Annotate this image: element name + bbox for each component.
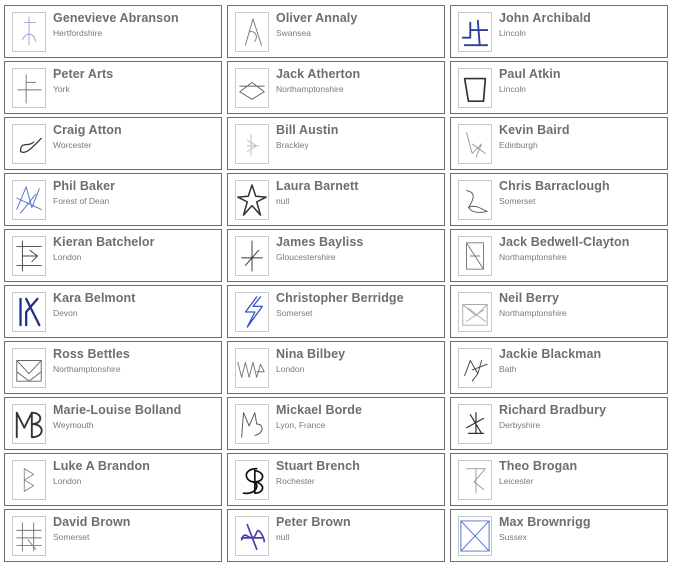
person-location: Somerset (276, 308, 313, 318)
person-card[interactable] (4, 397, 222, 450)
signature-thumbnail (12, 460, 46, 500)
signature-thumbnail (458, 68, 492, 108)
signature-abstract-icon (236, 237, 268, 275)
signature-thumbnail (12, 124, 46, 164)
person-location: Somerset (53, 532, 90, 542)
person-card[interactable] (227, 61, 445, 114)
signature-thumbnail (12, 516, 46, 556)
person-name: Kara Belmont (53, 291, 136, 305)
signature-abstract-icon (459, 349, 491, 387)
signature-thumbnail (235, 348, 269, 388)
person-card[interactable] (227, 285, 445, 338)
signature-thumbnail (12, 404, 46, 444)
signature-thumbnail (12, 68, 46, 108)
person-name: Ross Bettles (53, 347, 130, 361)
person-name: Bill Austin (276, 123, 339, 137)
signature-thumbnail (458, 292, 492, 332)
signature-thumbnail (235, 124, 269, 164)
signature-abstract-icon (459, 125, 491, 163)
signature-thumbnail (12, 348, 46, 388)
person-name: Christopher Berridge (276, 291, 404, 305)
signature-thumbnail (458, 180, 492, 220)
person-location: York (53, 84, 70, 94)
signature-thumbnail (235, 68, 269, 108)
person-card[interactable] (450, 397, 668, 450)
signature-abstract-icon (459, 69, 491, 107)
signature-abstract-icon (13, 461, 45, 499)
person-location: Lincoln (499, 84, 526, 94)
signature-thumbnail (458, 404, 492, 444)
person-location: Hertfordshire (53, 28, 103, 38)
person-name: Oliver Annaly (276, 11, 358, 25)
signature-abstract-icon (459, 461, 491, 499)
person-location: London (53, 252, 82, 262)
person-card[interactable] (450, 453, 668, 506)
person-name: Peter Arts (53, 67, 114, 81)
signature-abstract-icon (236, 69, 268, 107)
person-name: Paul Atkin (499, 67, 561, 81)
person-card[interactable] (450, 61, 668, 114)
person-location: Northamptonshire (276, 84, 344, 94)
person-name: Peter Brown (276, 515, 351, 529)
person-name: Jackie Blackman (499, 347, 602, 361)
signature-mb-icon (13, 405, 45, 443)
person-card[interactable] (4, 341, 222, 394)
person-card[interactable] (450, 173, 668, 226)
person-name: Marie-Louise Bolland (53, 403, 182, 417)
signature-thumbnail (235, 292, 269, 332)
signature-abstract-icon (236, 125, 268, 163)
person-card[interactable] (450, 117, 668, 170)
signature-abstract-icon (459, 237, 491, 275)
signature-thumbnail (12, 180, 46, 220)
person-card[interactable] (450, 229, 668, 282)
person-card[interactable] (4, 285, 222, 338)
person-location: Worcester (53, 140, 92, 150)
signature-abstract-icon (13, 125, 45, 163)
signature-abstract-icon (459, 293, 491, 331)
signature-thumbnail (235, 180, 269, 220)
signature-thumbnail (458, 348, 492, 388)
signature-thumbnail (458, 516, 492, 556)
person-name: Chris Barraclough (499, 179, 610, 193)
person-location: Swansea (276, 28, 311, 38)
signature-thumbnail (12, 236, 46, 276)
person-location: Derbyshire (499, 420, 541, 430)
person-name: Laura Barnett (276, 179, 359, 193)
signature-abstract-icon (13, 517, 45, 555)
person-location: null (276, 532, 290, 542)
signature-abstract-icon (459, 181, 491, 219)
signature-thumbnail (458, 12, 492, 52)
person-name: Craig Atton (53, 123, 122, 137)
signature-lightning-icon (236, 293, 268, 331)
signature-abstract-icon (236, 13, 268, 51)
person-card[interactable] (4, 61, 222, 114)
person-location: Northamptonshire (499, 308, 567, 318)
person-name: Kevin Baird (499, 123, 570, 137)
person-card[interactable] (4, 5, 222, 58)
person-card[interactable] (227, 5, 445, 58)
person-name: Nina Bilbey (276, 347, 346, 361)
person-location: null (276, 196, 290, 206)
person-location: London (276, 364, 305, 374)
person-card[interactable] (227, 117, 445, 170)
signature-abstract-icon (459, 405, 491, 443)
person-card[interactable] (4, 173, 222, 226)
person-location: Leicester (499, 476, 534, 486)
person-card[interactable] (450, 509, 668, 562)
person-card[interactable] (4, 117, 222, 170)
signature-thumbnail (235, 12, 269, 52)
person-location: London (53, 476, 82, 486)
signature-abstract-icon (236, 349, 268, 387)
person-name: Jack Bedwell-Clayton (499, 235, 630, 249)
person-name: Mickael Borde (276, 403, 363, 417)
person-location: Lyon, France (276, 420, 326, 430)
signature-thumbnail (235, 236, 269, 276)
person-location: Northamptonshire (53, 364, 121, 374)
person-card[interactable] (227, 509, 445, 562)
person-name: Stuart Brench (276, 459, 360, 473)
person-name: David Brown (53, 515, 131, 529)
person-name: Luke A Brandon (53, 459, 151, 473)
signature-abstract-icon (13, 13, 45, 51)
person-name: Theo Brogan (499, 459, 578, 473)
person-location: Edinburgh (499, 140, 538, 150)
signature-thumbnail (458, 124, 492, 164)
person-name: James Bayliss (276, 235, 364, 249)
person-card[interactable] (227, 229, 445, 282)
signature-abstract-icon (13, 181, 45, 219)
person-location: Northamptonshire (499, 252, 567, 262)
signature-thumbnail (235, 404, 269, 444)
signature-sb-icon (236, 461, 268, 499)
person-card[interactable] (4, 509, 222, 562)
person-location: Sussex (499, 532, 527, 542)
signature-thumbnail (458, 460, 492, 500)
signature-thumbnail (12, 12, 46, 52)
person-name: Kieran Batchelor (53, 235, 155, 249)
person-card[interactable] (4, 453, 222, 506)
person-card[interactable] (450, 285, 668, 338)
signature-abstract-icon (459, 13, 491, 51)
signature-envelope-icon (13, 349, 45, 387)
signature-abstract-icon (13, 237, 45, 275)
person-card[interactable] (227, 453, 445, 506)
people-card-grid (4, 5, 668, 562)
person-name: Richard Bradbury (499, 403, 607, 417)
signature-abstract-icon (13, 69, 45, 107)
signature-ik-icon (13, 293, 45, 331)
person-name: Jack Atherton (276, 67, 361, 81)
person-location: Weymouth (53, 420, 94, 430)
person-name: Max Brownrigg (499, 515, 591, 529)
signature-thumbnail (458, 236, 492, 276)
person-location: Gloucestershire (276, 252, 336, 262)
signature-mb-icon (236, 405, 268, 443)
person-location: Bath (499, 364, 517, 374)
person-card[interactable] (227, 173, 445, 226)
person-card[interactable] (450, 5, 668, 58)
person-card[interactable] (227, 341, 445, 394)
person-location: Brackley (276, 140, 309, 150)
person-location: Somerset (499, 196, 536, 206)
person-location: Lincoln (499, 28, 526, 38)
signature-thumbnail (12, 292, 46, 332)
person-card[interactable] (450, 341, 668, 394)
person-location: Rochester (276, 476, 315, 486)
signature-abstract-icon (459, 517, 491, 555)
signature-abstract-icon (236, 517, 268, 555)
person-name: Genevieve Abranson (53, 11, 179, 25)
person-name: Neil Berry (499, 291, 560, 305)
signature-thumbnail (235, 516, 269, 556)
person-card[interactable] (227, 397, 445, 450)
person-card[interactable] (4, 229, 222, 282)
person-location: Forest of Dean (53, 196, 110, 206)
signature-thumbnail (235, 460, 269, 500)
person-name: John Archibald (499, 11, 591, 25)
person-location: Devon (53, 308, 78, 318)
signature-star-icon (236, 181, 268, 219)
person-name: Phil Baker (53, 179, 116, 193)
